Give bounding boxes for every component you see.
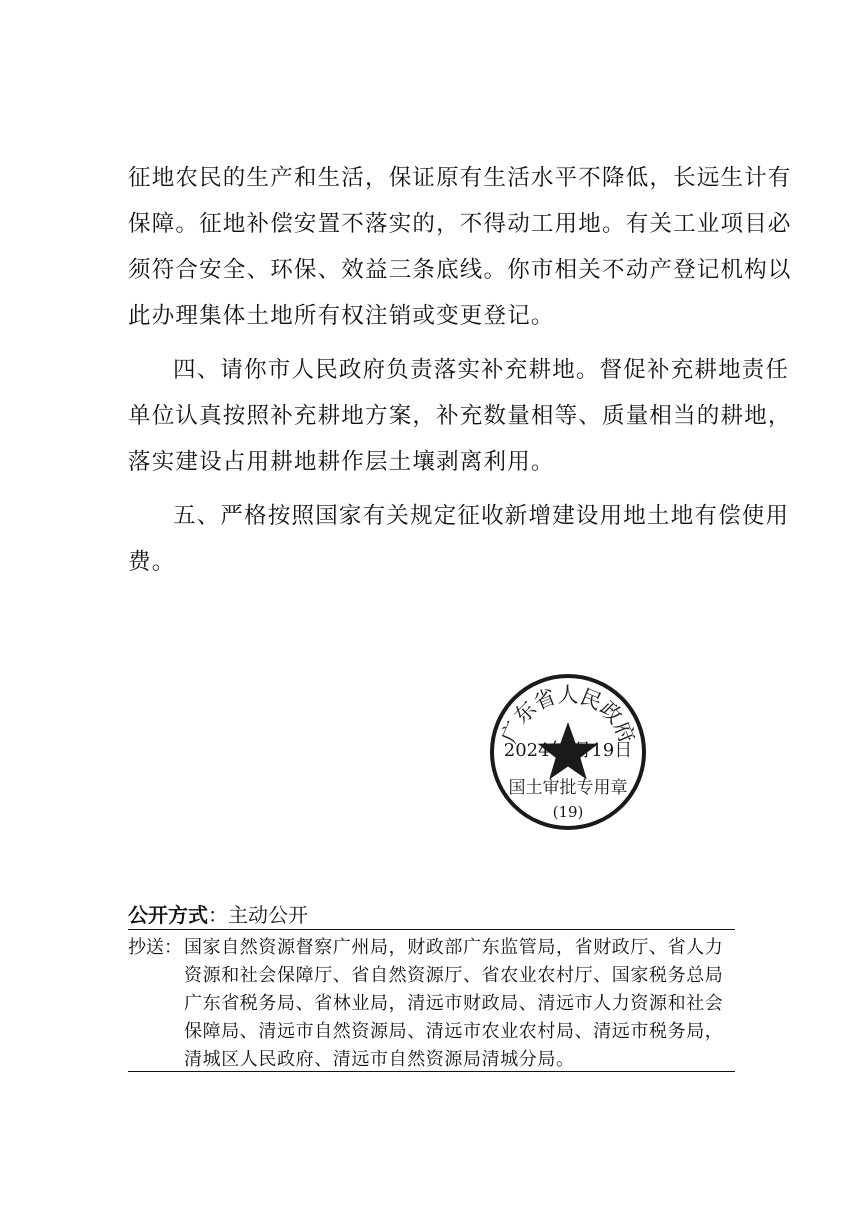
disclosure-value: ：主动公开 [208,903,308,927]
cc-line: 广东省税务局、省林业局，清远市财政局、清远市人力资源和社会 [184,993,724,1014]
cc-line: 资源和社会保障厅、省自然资源厅、省农业农村厅、国家税务总局 [184,965,724,986]
cc-label: 抄送： [128,937,182,958]
text-line: 五、严格按照国家有关规定征收新增建设用地土地有偿使用 [173,503,790,529]
text-line: 单位认真按照补充耕地方案，补充数量相等、质量相当的耕地， [128,403,792,429]
disclosure-line [128,902,734,928]
paragraph-3 [128,493,790,585]
text-line: 此办理集体土地所有权注销或变更登记。 [128,303,555,329]
text-line: 四、请你市人民政府负责落实补充耕地。督促补充耕地责任 [173,357,790,383]
cc-line: 国家自然资源督察广州局，财政部广东监管局，省财政厅、省人力 [184,937,724,958]
text-line: 须符合安全、环保、效益三条底线。你市相关不动产登记机构以 [128,257,792,283]
official-seal [488,672,648,832]
disclosure-label: 公开方式 [128,903,208,927]
seal-org-text: 广东省人民政府 [496,683,640,747]
cc-line: 保障局、清远市自然资源局、清远市农业农村局、清远市税务局， [184,1021,724,1042]
cc-block [128,934,734,1074]
paragraph-1 [128,155,792,339]
cc-list [184,934,734,1074]
seal-date: 2024年 月19日 [503,740,633,761]
text-line: 征地农民的生产和生活，保证原有生活水平不降低，长远生计有 [128,165,792,191]
divider-top [128,929,735,930]
text-line: 费。 [128,549,176,575]
cc-line: 清城区人民政府、清远市自然资源局清城分局。 [184,1049,575,1070]
seal-number: (19) [552,803,584,821]
text-line: 落实建设占用耕地耕作层土壤剥离利用。 [128,449,555,475]
text-line: 保障。征地补偿安置不落实的，不得动工用地。有关工业项目必 [128,211,792,237]
paragraph-2 [128,347,792,485]
seal-title: 国土审批专用章 [508,778,628,798]
document-body [128,155,792,585]
divider-bottom [128,1071,735,1072]
